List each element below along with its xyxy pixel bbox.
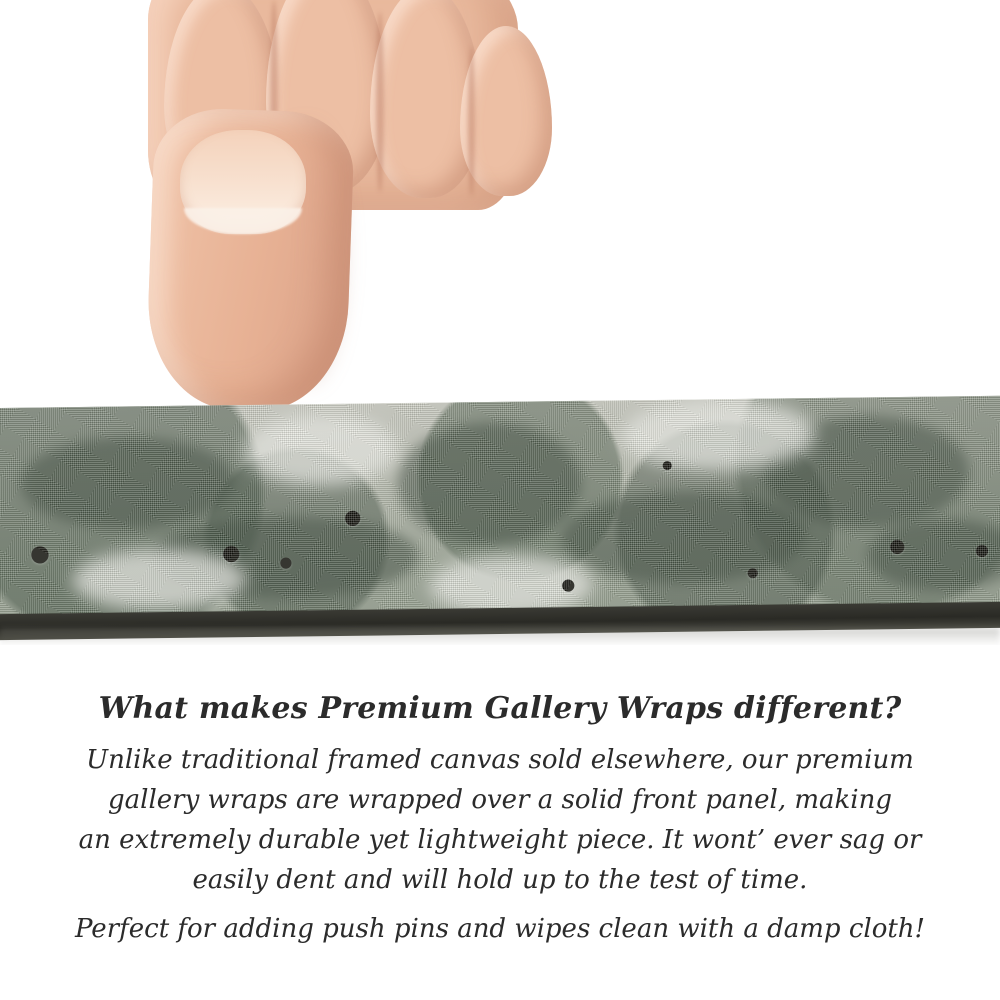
caption-line-1: Unlike traditional framed canvas sold elsewhere, our premium: [86, 744, 914, 775]
caption-line-3: an extremely durable yet lightweight piece. It wont’ ever sag or: [78, 825, 922, 856]
caption-closing-line: Perfect for adding push pins and wipes clean with a damp cloth!: [74, 913, 925, 944]
caption-line-2: gallery wraps are wrapped over a solid front panel, making: [108, 784, 892, 815]
skin-crease: [376, 12, 384, 192]
caption-heading: What makes Premium Gallery Wraps different?: [98, 691, 902, 726]
caption-line-4: easily dent and will hold up to the test of time.: [192, 865, 808, 896]
canvas-print-edge: [0, 396, 1000, 628]
hand-illustration: [120, 0, 550, 430]
skin-crease: [468, 46, 475, 196]
canvas-weave-texture: [0, 396, 1000, 628]
drop-shadow: [0, 628, 1000, 645]
caption-block: [0, 690, 1000, 949]
